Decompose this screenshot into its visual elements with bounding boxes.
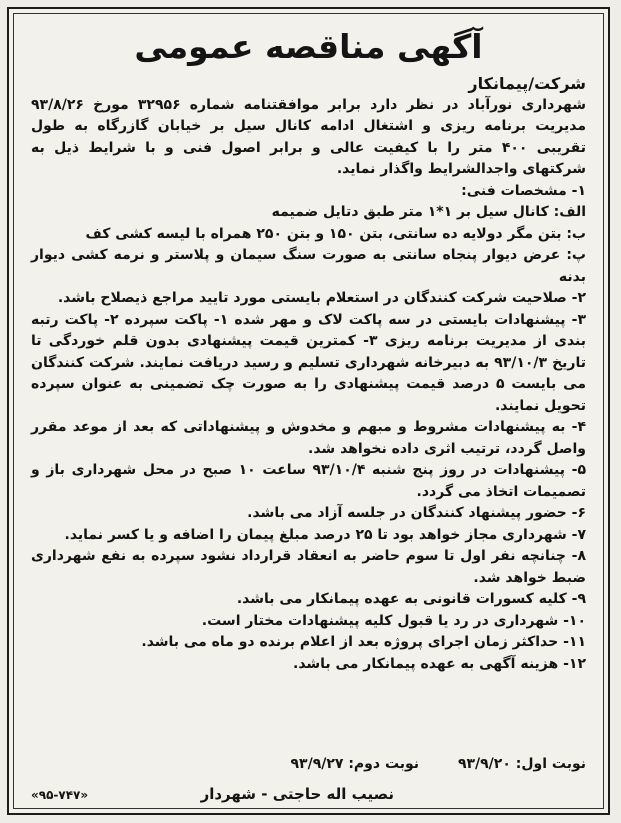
spec-item-p: پ: عرض دیوار پنجاه سانتی به صورت سنگ سیمان و پلاستر و نرمه کشی دیوار بدنه [31,247,586,285]
condition-item: ۷- شهرداری مجاز خواهد بود تا ۲۵ درصد مبلغ پیمان را اضافه و یا کسر نماید. [64,526,586,543]
condition-item: ۱۱- حداکثر زمان اجرای پروژه بعد از اعلام برنده دو ماه می باشد. [141,634,586,650]
spec-item-a: الف: کانال سیل بر ۱*۱ متر طبق دتایل ضمیمه [271,204,586,220]
notice-body [31,73,586,675]
recipient-heading: شرکت/پیمانکار [468,74,586,93]
signature-line: نصیب اله حاجتی - شهردار [200,785,394,803]
intro-paragraph: شهرداری نورآباد در نظر دارد برابر موافقتنامه شماره ۳۲۹۵۶ مورخ ۹۳/۸/۲۶ مدیریت برنامه ریزی و اشتغال ادامه کانال سیل بر خیابان گازرگاه به طول تقریبی ۴۰۰ متر را با کیفیت عالی و برابر اصول فنی و با شرایط ذیل به شرکتهای واجدالشرایط واگذار نماید. [31,96,586,177]
condition-item: ۱۲- هزینه آگهی به عهده پیمانکار می باشد. [293,655,586,672]
condition-item: ۳- پیشنهادات بایستی در سه پاکت لاک و مهر شده ۱- پاکت سپرده ۲- پاکت رتبه بندی از مدیریت برنامه ریزی ۳- کمترین قیمت پیشنهادی بدون قلم خوردگی تا تاریخ ۹۳/۱۰/۳ به دبیرخانه شهرداری تسلیم و رسید دریافت نمایند. شرکت کنندگان می بایست ۵ درصد قیمت پیشنهادی را به صورت چک تضمینی به عنوان سپرده تحویل نمایند. [31,311,587,414]
notice-title: آگهی مناقصه عمومی [134,27,483,66]
notice-frame [7,7,610,815]
reference-code: «۹۵-۷۴۷» [31,788,89,802]
condition-item: ۸- چنانچه نفر اول تا سوم حاضر به انعقاد قرارداد نشود سپرده به نفع شهرداری ضبط خواهد شد. [31,548,586,586]
spec-item-b: ب: بتن مگر دولایه ده سانتی، بتن ۱۵۰ و بتن ۲۵۰ همراه با لیسه کشی کف [85,225,586,242]
publication-dates [31,756,586,772]
second-notice-date: نوبت دوم: ۹۳/۹/۲۷ [290,756,420,772]
condition-item: ۱۰- شهرداری در رد یا قبول کلیه پیشنهادات مختار است. [201,612,586,629]
spec-heading: ۱- مشخصات فنی: [461,182,586,199]
first-notice-date: نوبت اول: ۹۳/۹/۲۰ [457,756,586,772]
condition-item: ۴- به پیشنهادات مشروط و مبهم و مخدوش و پیشنهاداتی که بعد از موعد مقرر واصل گردد، ترتیب اثری داده نخواهد شد. [31,419,586,457]
condition-item: ۵- پیشنهادات در روز پنج شنبه ۹۳/۱۰/۴ ساعت ۱۰ صبح در محل شهرداری باز و تصمیمات اتخاذ می گردد. [31,462,586,500]
condition-item: ۹- کلیه کسورات قانونی به عهده پیمانکار می باشد. [236,591,586,607]
condition-item: ۲- صلاحیت شرکت کنندگان در استعلام بایستی مورد تایید مراجع ذیصلاح باشد. [57,290,586,306]
condition-item: ۶- حضور پیشنهاد کنندگان در جلسه آزاد می باشد. [247,505,586,521]
